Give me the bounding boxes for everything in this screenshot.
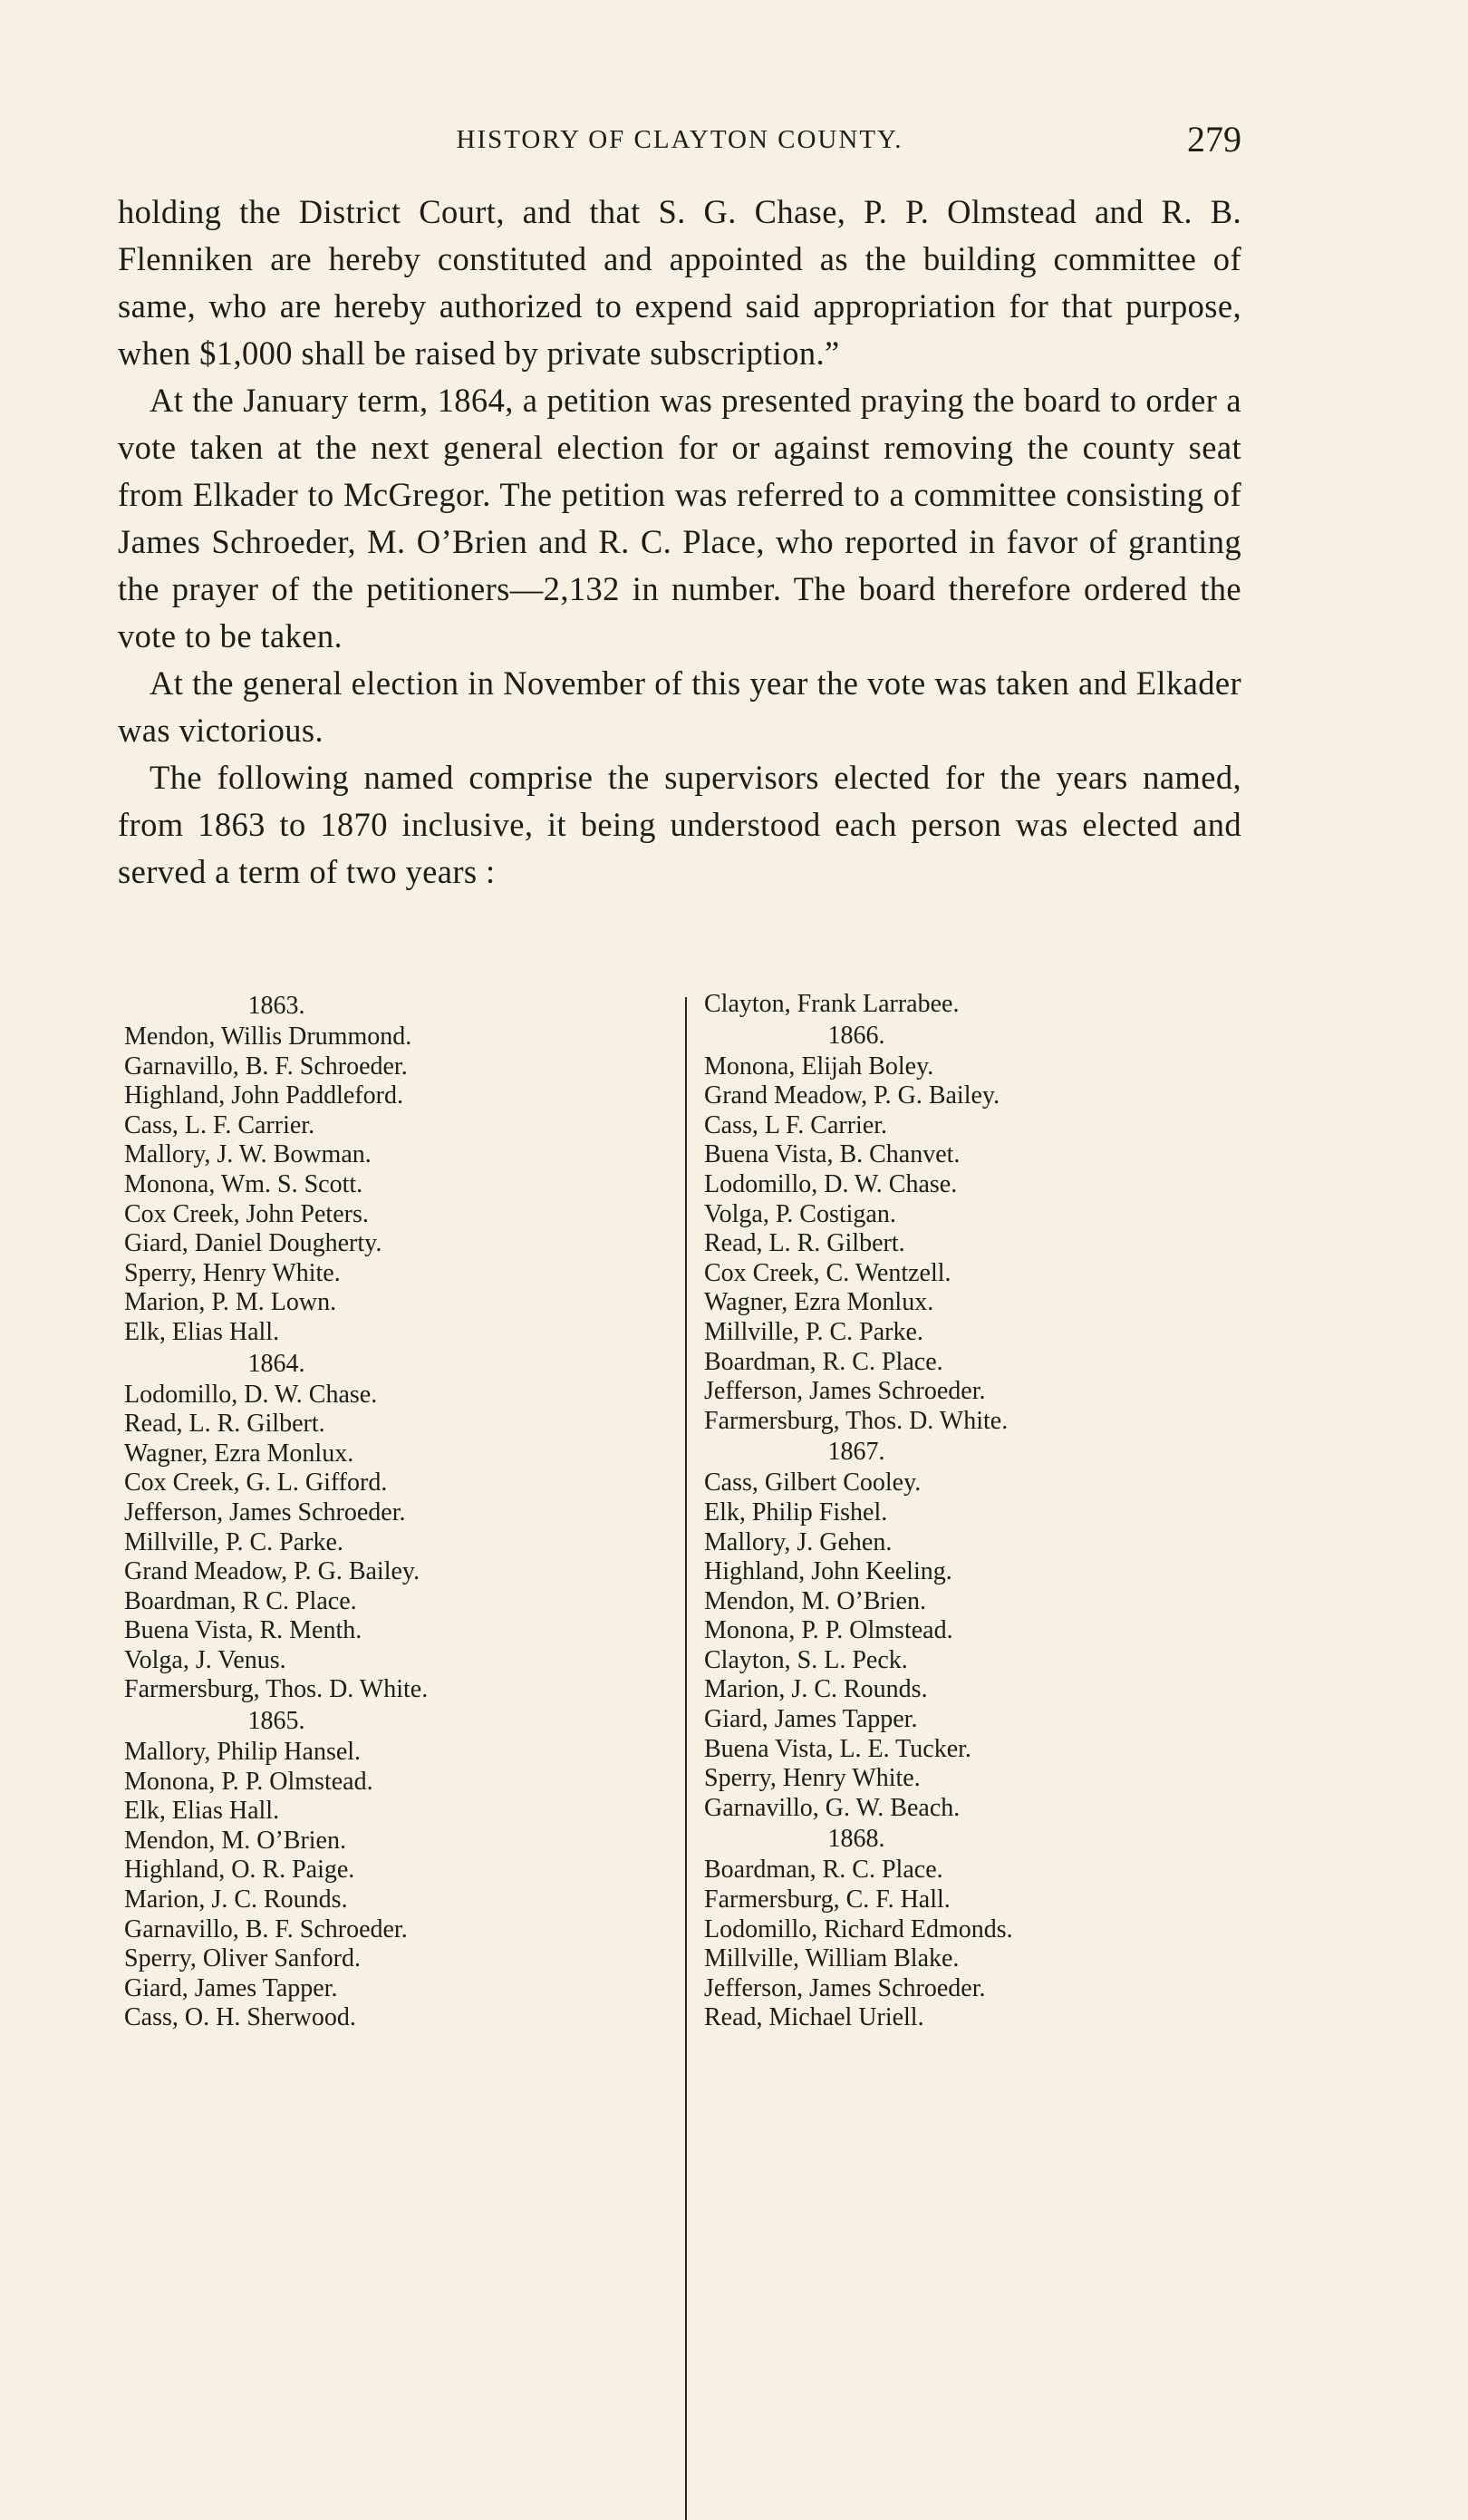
list-item: Clayton, Frank Larrabee. [704,990,960,1018]
list-item: Millville, William Blake. [704,1944,960,1973]
list-item: Sperry, Oliver Sanford. [124,1944,362,1973]
column-divider [685,997,687,2520]
paragraph: The following named comprise the supervisors elected for the years named, from 1863 to 1870 inclusive, it being understood each person was elected and served a term of two years : [118,759,1241,890]
list-item: Highland, John Keeling. [704,1557,952,1586]
year-heading: 1868. [827,1825,885,1854]
list-item: Grand Meadow, P. G. Bailey. [704,1081,1000,1110]
list-item: Buena Vista, L. E. Tucker. [704,1734,971,1763]
list-item: Elk, Elias Hall. [124,1317,280,1346]
list-item: Garnavillo, B. F. Schroeder. [124,1914,408,1943]
list-item: Volga, J. Venus. [124,1645,286,1674]
list-item: Farmersburg, C. F. Hall. [704,1885,951,1914]
list-item: Boardman, R. C. Place. [704,1347,943,1376]
list-item: Sperry, Henry White. [124,1258,341,1287]
paragraph: At the general election in November of this year the vote was taken and Elkader was victorious. [118,664,1241,749]
list-item: Elk, Philip Fishel. [704,1497,888,1527]
list-item: Highland, John Paddleford. [124,1081,403,1110]
list-item: Marion, J. C. Rounds. [124,1885,348,1914]
list-item: Cass, O. H. Sherwood. [124,2003,356,2032]
year-heading: 1866. [827,1021,885,1050]
list-item: Millville, P. C. Parke. [704,1317,923,1346]
list-item: Read, L. R. Gilbert. [704,1229,905,1258]
list-item: Wagner, Ezra Monlux. [124,1439,354,1468]
page-header [118,120,1241,174]
list-item: Cass, L. F. Carrier. [124,1110,315,1139]
year-heading: 1865. [247,1707,305,1736]
list-item: Mendon, M. O’Brien. [704,1586,926,1615]
list-item: Giard, Daniel Dougherty. [124,1229,382,1258]
running-title: HISTORY OF CLAYTON COUNTY. [456,125,903,154]
list-item: Giard, James Tapper. [124,1973,338,2002]
list-item: Mendon, Willis Drummond. [124,1023,412,1051]
list-item: Garnavillo, B. F. Schroeder. [124,1052,408,1081]
list-item: Read, Michael Uriell. [704,2003,924,2032]
list-item: Garnavillo, G. W. Beach. [704,1793,961,1822]
list-item: Buena Vista, B. Chanvet. [704,1140,961,1169]
list-item: Elk, Elias Hall. [124,1797,280,1826]
list-item: Read, L. R. Gilbert. [124,1410,325,1439]
list-item: Monona, Elijah Boley. [704,1052,934,1081]
list-item: Cass, L F. Carrier. [704,1110,888,1139]
page-number: 279 [1187,119,1241,160]
list-item: Lodomillo, D. W. Chase. [704,1169,958,1198]
list-item: Monona, P. P. Olmstead. [124,1767,373,1796]
list-item: Cox Creek, G. L. Gifford. [124,1468,388,1497]
list-item: Grand Meadow, P. G. Bailey. [124,1557,420,1586]
list-item: Buena Vista, R. Menth. [124,1616,362,1645]
list-item: Farmersburg, Thos. D. White. [704,1406,1009,1435]
list-item: Highland, O. R. Paige. [124,1856,355,1885]
list-item: Volga, P. Costigan. [704,1199,896,1228]
list-item: Giard, James Tapper. [704,1705,918,1734]
list-item: Jefferson, James Schroeder. [704,1973,986,2002]
list-item: Jefferson, James Schroeder. [704,1377,986,1406]
year-heading: 1867. [827,1438,885,1467]
list-item: Farmersburg, Thos. D. White. [124,1675,429,1704]
list-item: Marion, J. C. Rounds. [704,1675,928,1704]
list-item: Cox Creek, John Peters. [124,1199,369,1228]
list-item: Clayton, S. L. Peck. [704,1645,908,1674]
list-item: Mallory, J. W. Bowman. [124,1140,372,1169]
list-item: Cox Creek, C. Wentzell. [704,1258,951,1287]
list-item: Lodomillo, Richard Edmonds. [704,1914,1013,1943]
list-item: Wagner, Ezra Monlux. [704,1288,934,1317]
left-column [124,990,668,2033]
list-item: Marion, P. M. Lown. [124,1288,337,1317]
list-item: Mallory, J. Gehen. [704,1527,893,1556]
paragraph: At the January term, 1864, a petition was presented praying the board to order a vote taken at the next general election for or against removing the county seat from Elkader to McGregor. The petition was referred to a committee consisting of James Schroeder, M. O’Brien and R. C. Place, who reported in favor of granting the prayer of the petitioners—2,132 in number. The board therefore ordered the vote to be taken. [118,382,1241,654]
list-item: Boardman, R. C. Place. [704,1856,943,1885]
list-item: Lodomillo, D. W. Chase. [124,1380,378,1409]
list-item: Sperry, Henry White. [704,1764,921,1793]
list-item: Monona, Wm. S. Scott. [124,1169,363,1198]
list-item: Mallory, Philip Hansel. [124,1738,362,1767]
paragraph: holding the District Court, and that S. G. Chase, P. P. Olmstead and R. B. Flenniken are hereby constituted and appointed as the building committee of same, who are hereby authorized to expend said appropriation for that purpose, when $1,000 shall be raised by private subscription.” [118,193,1241,372]
year-heading: 1863. [247,992,305,1020]
right-column [704,990,1212,2033]
list-item: Jefferson, James Schroeder. [124,1497,406,1527]
year-heading: 1864. [247,1349,305,1378]
body-text [118,189,1241,896]
list-item: Millville, P. C. Parke. [124,1527,343,1556]
list-item: Monona, P. P. Olmstead. [704,1616,953,1645]
list-item: Mendon, M. O’Brien. [124,1826,346,1855]
list-item: Cass, Gilbert Cooley. [704,1468,922,1497]
list-item: Boardman, R C. Place. [124,1586,357,1615]
